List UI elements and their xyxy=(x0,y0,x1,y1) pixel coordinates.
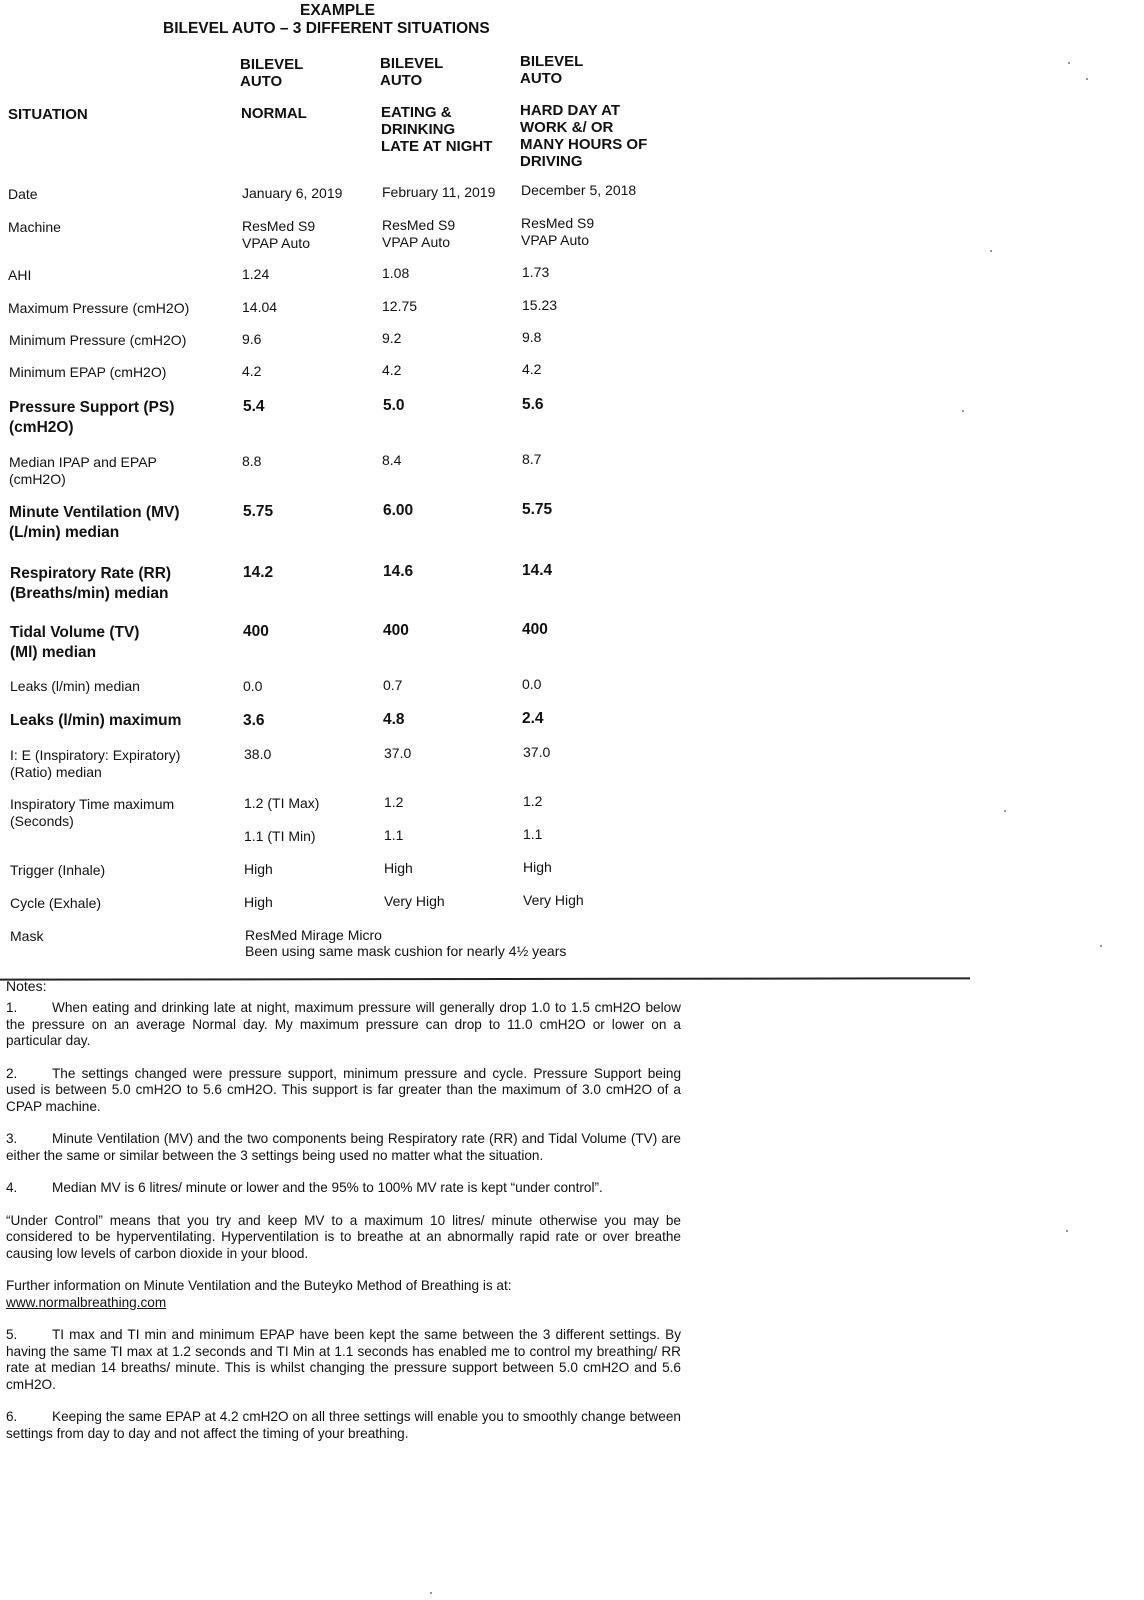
ti-min-col-1: 1.1 (TI Min) xyxy=(244,828,316,844)
further-info-paragraph xyxy=(6,1278,681,1311)
normalbreathing-link[interactable]: www.normalbreathing.com xyxy=(6,1294,167,1310)
scan-speck xyxy=(1066,1230,1068,1232)
situation-label: SITUATION xyxy=(8,106,88,123)
note-1-number: 1. xyxy=(6,1000,18,1015)
ti-min-col-3: 1.1 xyxy=(523,826,543,842)
example-heading: EXAMPLE xyxy=(300,2,375,19)
column-3-situation: HARD DAY AT WORK &/ OR MANY HOURS OF DRIVING xyxy=(520,102,648,170)
scan-speck xyxy=(990,250,992,252)
column-1-situation: NORMAL xyxy=(241,105,307,122)
column-2-situation: EATING & DRINKING LATE AT NIGHT xyxy=(381,104,493,155)
cycle-col-1: High xyxy=(244,894,273,910)
tidal-volume-col-3: 400 xyxy=(522,621,548,638)
machine-col-3: ResMed S9 VPAP Auto xyxy=(521,215,595,248)
note-6 xyxy=(6,1409,681,1442)
further-info-text: Further information on Minute Ventilation and the Buteyko Method of Breathing is at: xyxy=(6,1278,512,1293)
scan-speck xyxy=(430,1592,432,1594)
respiratory-rate-col-1: 14.2 xyxy=(243,564,274,581)
leaks-median-col-1: 0.0 xyxy=(243,678,263,694)
max-pressure-col-2: 12.75 xyxy=(382,298,418,314)
cycle-col-2: Very High xyxy=(384,893,445,909)
notes-section xyxy=(6,1000,681,1458)
respiratory-rate-col-2: 14.6 xyxy=(383,563,414,580)
scan-speck xyxy=(1086,78,1088,80)
note-3-number: 3. xyxy=(6,1131,18,1146)
machine-col-1: ResMed S9 VPAP Auto xyxy=(242,218,316,251)
row-label-max-pressure: Maximum Pressure (cmH2O) xyxy=(8,300,190,316)
row-label-leaks-maximum: Leaks (l/min) maximum xyxy=(10,712,182,729)
min-pressure-col-2: 9.2 xyxy=(382,330,402,346)
scan-speck xyxy=(1068,62,1070,64)
row-label-median-ipap-epap: Median IPAP and EPAP (cmH2O) xyxy=(9,454,157,487)
row-label-ie-ratio: I: E (Inspiratory: Expiratory) (Ratio) median xyxy=(10,747,181,780)
ahi-col-2: 1.08 xyxy=(382,265,410,281)
note-4 xyxy=(6,1180,681,1197)
ti-max-col-1: 1.2 (TI Max) xyxy=(244,795,320,811)
row-label-cycle: Cycle (Exhale) xyxy=(10,895,102,911)
row-label-leaks-median: Leaks (l/min) median xyxy=(10,678,140,694)
mask-cushion-note: Been using same mask cushion for nearly 4½ years xyxy=(245,943,567,959)
row-label-respiratory-rate: Respiratory Rate (RR) (Breaths/min) median xyxy=(10,565,172,602)
note-1 xyxy=(6,1000,681,1050)
leaks-maximum-col-3: 2.4 xyxy=(522,710,544,727)
respiratory-rate-col-3: 14.4 xyxy=(522,562,553,579)
ie-ratio-col-2: 37.0 xyxy=(384,745,412,761)
row-label-inspiratory-time: Inspiratory Time maximum (Seconds) xyxy=(10,796,175,829)
note-4-text: Median MV is 6 litres/ minute or lower and the 95% to 100% MV rate is kept “under control”. xyxy=(52,1180,603,1195)
column-1-mode: BILEVEL AUTO xyxy=(240,56,304,90)
row-label-trigger: Trigger (Inhale) xyxy=(10,862,106,878)
trigger-col-2: High xyxy=(384,860,413,876)
pressure-support-col-2: 5.0 xyxy=(383,397,405,414)
section-divider xyxy=(0,977,970,980)
column-2-mode: BILEVEL AUTO xyxy=(380,55,444,89)
cycle-col-3: Very High xyxy=(523,892,584,908)
median-ipap-epap-col-1: 8.8 xyxy=(242,453,262,469)
leaks-median-col-2: 0.7 xyxy=(383,677,403,693)
pressure-support-col-1: 5.4 xyxy=(243,398,265,415)
note-3-text: Minute Ventilation (MV) and the two components being Respiratory rate (RR) and Tidal Volume (TV) are either the same or similar between the 3 settings being used no matter what the situation. xyxy=(6,1131,681,1163)
leaks-median-col-3: 0.0 xyxy=(522,676,542,692)
note-6-number: 6. xyxy=(6,1409,18,1424)
trigger-col-3: High xyxy=(523,859,552,875)
note-2-number: 2. xyxy=(6,1065,18,1081)
ti-max-col-3: 1.2 xyxy=(523,793,543,809)
note-6-text: Keeping the same EPAP at 4.2 cmH2O on all three settings will enable you to smoothly change between settings from day to day and not affect the timing of your breathing. xyxy=(6,1409,681,1441)
row-label-mask: Mask xyxy=(10,928,44,944)
machine-col-2: ResMed S9 VPAP Auto xyxy=(382,217,456,250)
note-2 xyxy=(6,1066,681,1116)
date-col-3: December 5, 2018 xyxy=(521,182,637,198)
row-label-pressure-support: Pressure Support (PS) (cmH2O) xyxy=(9,399,175,436)
note-3 xyxy=(6,1131,681,1164)
min-pressure-col-1: 9.6 xyxy=(242,331,262,347)
max-pressure-col-1: 14.04 xyxy=(242,299,278,315)
note-2-text: The settings changed were pressure support, minimum pressure and cycle. Pressure Support being used is between 5.0 cmH2O to 5.6 cmH2O. This support is far greater than the maximum of 3.0 cmH2O of a CPAP machine. xyxy=(6,1065,681,1114)
median-ipap-epap-col-3: 8.7 xyxy=(522,451,542,467)
ie-ratio-col-1: 38.0 xyxy=(244,746,272,762)
ahi-col-1: 1.24 xyxy=(242,266,270,282)
row-label-tidal-volume: Tidal Volume (TV) (Ml) median xyxy=(10,624,140,661)
min-epap-col-3: 4.2 xyxy=(522,361,542,377)
scan-speck xyxy=(962,410,964,412)
row-label-minute-ventilation: Minute Ventilation (MV) (L/min) median xyxy=(9,504,180,541)
note-1-text: When eating and drinking late at night, maximum pressure will generally drop 1.0 to 1.5 cmH2O below the pressure on an average Normal day. My maximum pressure can drop to 11.0 cmH2O or lower on a particular day. xyxy=(6,1000,681,1048)
row-label-ahi: AHI xyxy=(8,267,32,283)
row-label-min-pressure: Minimum Pressure (cmH2O) xyxy=(9,332,187,348)
tidal-volume-col-1: 400 xyxy=(243,623,269,640)
under-control-paragraph: “Under Control” means that you try and keep MV to a maximum 10 litres/ minute otherwise you may be considered to be hyperventilating. Hyperventilation is to breathe at an abnormally rapid rate or over breathe causing low levels of carbon dioxide in your blood. xyxy=(6,1212,681,1261)
ti-min-col-2: 1.1 xyxy=(384,827,404,843)
date-col-2: February 11, 2019 xyxy=(382,184,496,200)
row-label-machine: Machine xyxy=(8,219,61,235)
trigger-col-1: High xyxy=(244,861,273,877)
scan-speck xyxy=(1004,810,1006,812)
note-4-number: 4. xyxy=(6,1180,18,1195)
mask-model: ResMed Mirage Micro xyxy=(245,927,382,943)
leaks-maximum-col-2: 4.8 xyxy=(383,711,405,728)
document-title: BILEVEL AUTO – 3 DIFFERENT SITUATIONS xyxy=(163,20,490,37)
min-epap-col-1: 4.2 xyxy=(242,363,262,379)
row-label-date: Date xyxy=(8,186,38,202)
minute-ventilation-col-1: 5.75 xyxy=(243,503,274,520)
date-col-1: January 6, 2019 xyxy=(242,185,343,201)
notes-heading: Notes: xyxy=(6,978,47,994)
minute-ventilation-col-2: 6.00 xyxy=(383,502,414,519)
tidal-volume-col-2: 400 xyxy=(383,622,409,639)
ie-ratio-col-3: 37.0 xyxy=(523,744,551,760)
min-epap-col-2: 4.2 xyxy=(382,362,402,378)
note-5 xyxy=(6,1327,681,1393)
ti-max-col-2: 1.2 xyxy=(384,794,404,810)
minute-ventilation-col-3: 5.75 xyxy=(522,501,553,518)
median-ipap-epap-col-2: 8.4 xyxy=(382,452,402,468)
min-pressure-col-3: 9.8 xyxy=(522,329,542,345)
leaks-maximum-col-1: 3.6 xyxy=(243,712,265,729)
column-3-mode: BILEVEL AUTO xyxy=(520,53,584,87)
note-5-text: TI max and TI min and minimum EPAP have been kept the same between the 3 different settings. By having the same TI max at 1.2 seconds and TI Min at 1.1 seconds has enabled me to control my breathing/ RR rate at median 14 breaths/ minute. This is whilst changing the pressure support between 5.0 cmH2O and 5.6 cmH2O. xyxy=(6,1327,681,1392)
scan-speck xyxy=(1100,945,1102,947)
row-label-min-epap: Minimum EPAP (cmH2O) xyxy=(9,364,167,380)
pressure-support-col-3: 5.6 xyxy=(522,396,544,413)
ahi-col-3: 1.73 xyxy=(522,264,550,280)
max-pressure-col-3: 15.23 xyxy=(522,297,558,313)
note-5-number: 5. xyxy=(6,1327,18,1342)
